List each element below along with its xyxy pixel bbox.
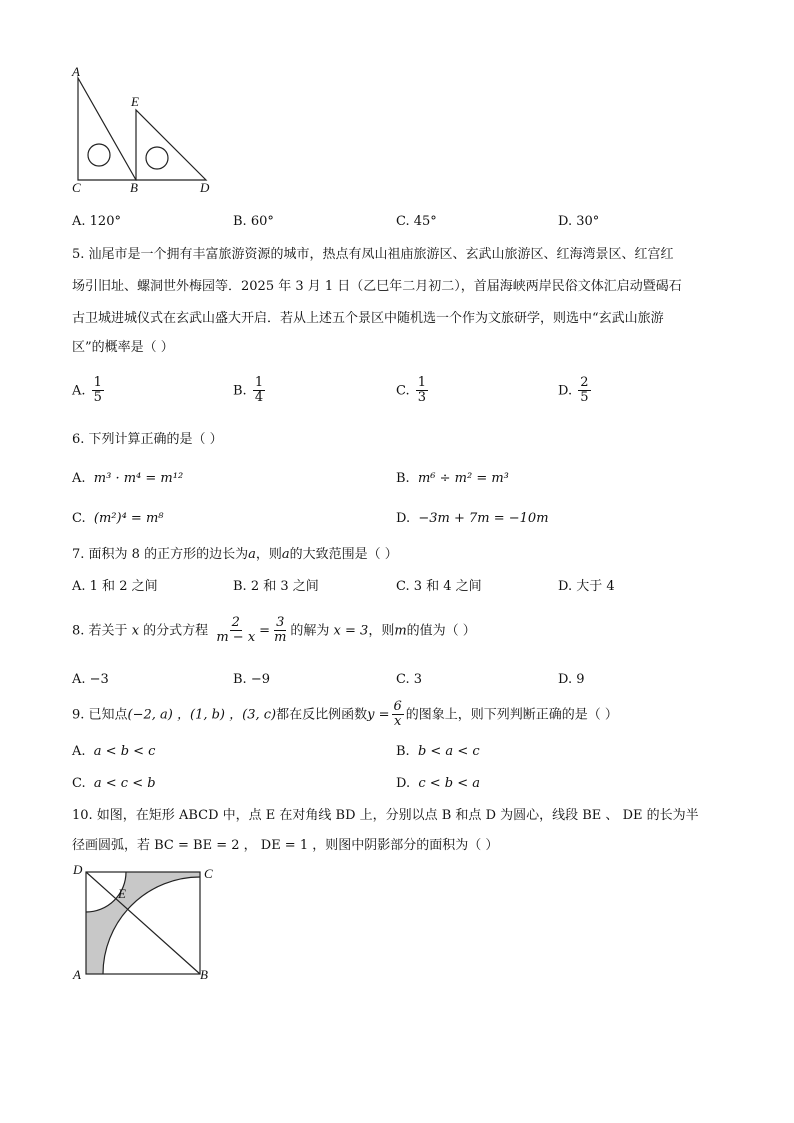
fraction (253, 376, 265, 406)
q5-line-3: 古卫城进城仪式在玄武山盛大开启．若从上述五个景区中随机选一个作为文旅研学，则选中“玄武山旅游 (72, 311, 664, 326)
fraction (578, 376, 590, 406)
numerator: 1 (254, 375, 264, 390)
denominator: 4 (254, 390, 264, 406)
stem-text: 的大致范围是（ ） (289, 547, 398, 562)
fraction (92, 376, 104, 406)
denominator: m − x (216, 630, 256, 646)
stem-text: ，则 (255, 547, 282, 562)
label-A: A (72, 64, 80, 79)
option-tag: C. (396, 383, 410, 399)
numerator: 1 (93, 375, 102, 390)
q8-option-c[interactable]: C. 3 (396, 672, 423, 687)
option-expr: m⁶ ÷ m² = m³ (417, 471, 509, 486)
hole-circle-2 (146, 147, 168, 169)
q4-option-d[interactable]: D. 30° (558, 214, 600, 229)
stem-text: 9. 已知点 (72, 707, 128, 723)
label-E: E (131, 94, 139, 109)
q10-line-1: 10. 如图，在矩形 ABCD 中，点 E 在对角线 BD 上，分别以点 B 和点 D 为圆心，线段 BE 、 DE 的长为半 (72, 808, 699, 823)
q9-option-a[interactable] (72, 744, 155, 760)
option-tag: B. (396, 471, 410, 486)
option-expr: a < b < c (93, 744, 156, 759)
q5-option-a[interactable] (72, 376, 106, 406)
option-tag: C. (72, 511, 86, 526)
triangle-EBD (136, 110, 206, 180)
variable: a (248, 547, 256, 562)
q8-option-a[interactable]: A. −3 (72, 672, 109, 687)
option-expr: c < b < a (418, 776, 481, 791)
solution: x = 3 (333, 623, 369, 639)
equals-sign: = (259, 623, 271, 639)
stem-text: ，则 (368, 623, 395, 639)
label-B: B (200, 967, 208, 982)
option-tag: D. (558, 383, 573, 399)
stem-text: 8. 若关于 (72, 623, 128, 639)
stem-text: 的分式方程 (143, 623, 209, 639)
q6-option-d[interactable] (396, 511, 549, 527)
q6-stem: 6. 下列计算正确的是（ ） (72, 432, 223, 447)
q6-option-c[interactable] (72, 511, 163, 527)
q5-line-4: 区”的概率是（ ） (72, 340, 174, 355)
q7-option-d[interactable]: D. 大于 4 (558, 579, 615, 594)
q6-option-b[interactable] (396, 471, 509, 487)
q9-stem (72, 700, 618, 730)
q6-option-a[interactable] (72, 471, 183, 487)
denominator: 5 (93, 390, 102, 406)
q9-option-d[interactable] (396, 776, 480, 792)
denominator: x (393, 714, 402, 730)
denominator: 3 (417, 390, 427, 406)
variable: x (131, 623, 140, 639)
denominator: 5 (580, 390, 589, 406)
rectangle-arcs-figure (70, 862, 220, 986)
option-tag: B. (233, 383, 247, 399)
q5-line-1: 5. 汕尾市是一个拥有丰富旅游资源的城市，热点有凤山祖庙旅游区、玄武山旅游区、红海湾景区、红宫红 (72, 247, 674, 262)
option-tag: B. (396, 744, 410, 759)
hole-circle-1 (88, 144, 110, 166)
label-D: D (73, 862, 83, 877)
denominator: m (274, 630, 287, 646)
option-tag: A. (72, 383, 86, 399)
option-expr: m³ · m⁴ = m¹² (93, 471, 184, 486)
option-expr: b < a < c (417, 744, 480, 759)
option-tag: D. (396, 511, 411, 526)
q9-option-b[interactable] (396, 744, 480, 760)
label-E: E (118, 886, 126, 901)
q7-option-a[interactable]: A. 1 和 2 之间 (72, 579, 158, 594)
numerator: 2 (231, 615, 240, 630)
label-C: C (72, 180, 81, 195)
function-fraction (392, 700, 404, 730)
numerator: 3 (276, 615, 285, 630)
variable: a (281, 547, 290, 562)
fraction-2 (272, 616, 288, 646)
label-D: D (200, 180, 210, 195)
figure-q4 (66, 64, 226, 204)
q7-option-c[interactable]: C. 3 和 4 之间 (396, 579, 482, 594)
q7-option-b[interactable]: B. 2 和 3 之间 (233, 579, 319, 594)
stem-text: 的图象上，则下列判断正确的是（ ） (405, 707, 618, 723)
option-expr: (m²)⁴ = m⁸ (93, 511, 164, 526)
option-expr: −3m + 7m = −10m (418, 511, 549, 526)
figure-q10 (70, 862, 220, 986)
stem-text: 的解为 (290, 623, 330, 639)
stem-text: 的值为（ ） (406, 623, 476, 639)
option-expr: a < c < b (93, 776, 156, 791)
stem-text: 都在反比例函数 (276, 707, 368, 723)
stem-text: 7. 面积为 8 的正方形的边长为 (72, 547, 249, 562)
q7-stem (72, 547, 398, 563)
numerator: 6 (393, 699, 402, 714)
q10-line-2: 径画圆弧，若 BC = BE = 2 ， DE = 1 ，则图中阴影部分的面积为（ ） (72, 838, 499, 853)
label-C: C (204, 866, 213, 881)
fraction-1 (214, 616, 257, 646)
fraction (416, 376, 428, 406)
q5-line-2: 场引旧址、螺洞世外梅园等．2025 年 3 月 1 日（乙巳年二月初二），首届海峡两岸民俗文体汇启动暨碣石 (72, 279, 682, 294)
q4-option-c[interactable]: C. 45° (396, 214, 437, 229)
label-B: B (130, 180, 138, 195)
variable: m (394, 623, 407, 639)
option-tag: D. (396, 776, 411, 791)
q8-option-d[interactable]: D. 9 (558, 672, 585, 687)
label-A: A (73, 967, 81, 982)
q8-stem (72, 616, 476, 646)
q5-option-b[interactable] (233, 376, 267, 406)
q9-option-c[interactable] (72, 776, 156, 792)
function-lhs: y = (367, 707, 390, 723)
q4-option-b[interactable]: B. 60° (233, 214, 274, 229)
q8-option-b[interactable]: B. −9 (233, 672, 270, 687)
numerator: 2 (580, 375, 589, 390)
q5-option-d[interactable] (558, 376, 593, 406)
option-tag: A. (72, 471, 86, 486)
option-tag: C. (72, 776, 86, 791)
triangle-ABC (78, 78, 136, 180)
q5-option-c[interactable] (396, 376, 430, 406)
q4-option-a[interactable]: A. 120° (72, 214, 121, 229)
option-tag: A. (72, 744, 86, 759)
points: (−2, a) ，(1, b) ，(3, c) (127, 707, 277, 723)
numerator: 1 (417, 375, 427, 390)
